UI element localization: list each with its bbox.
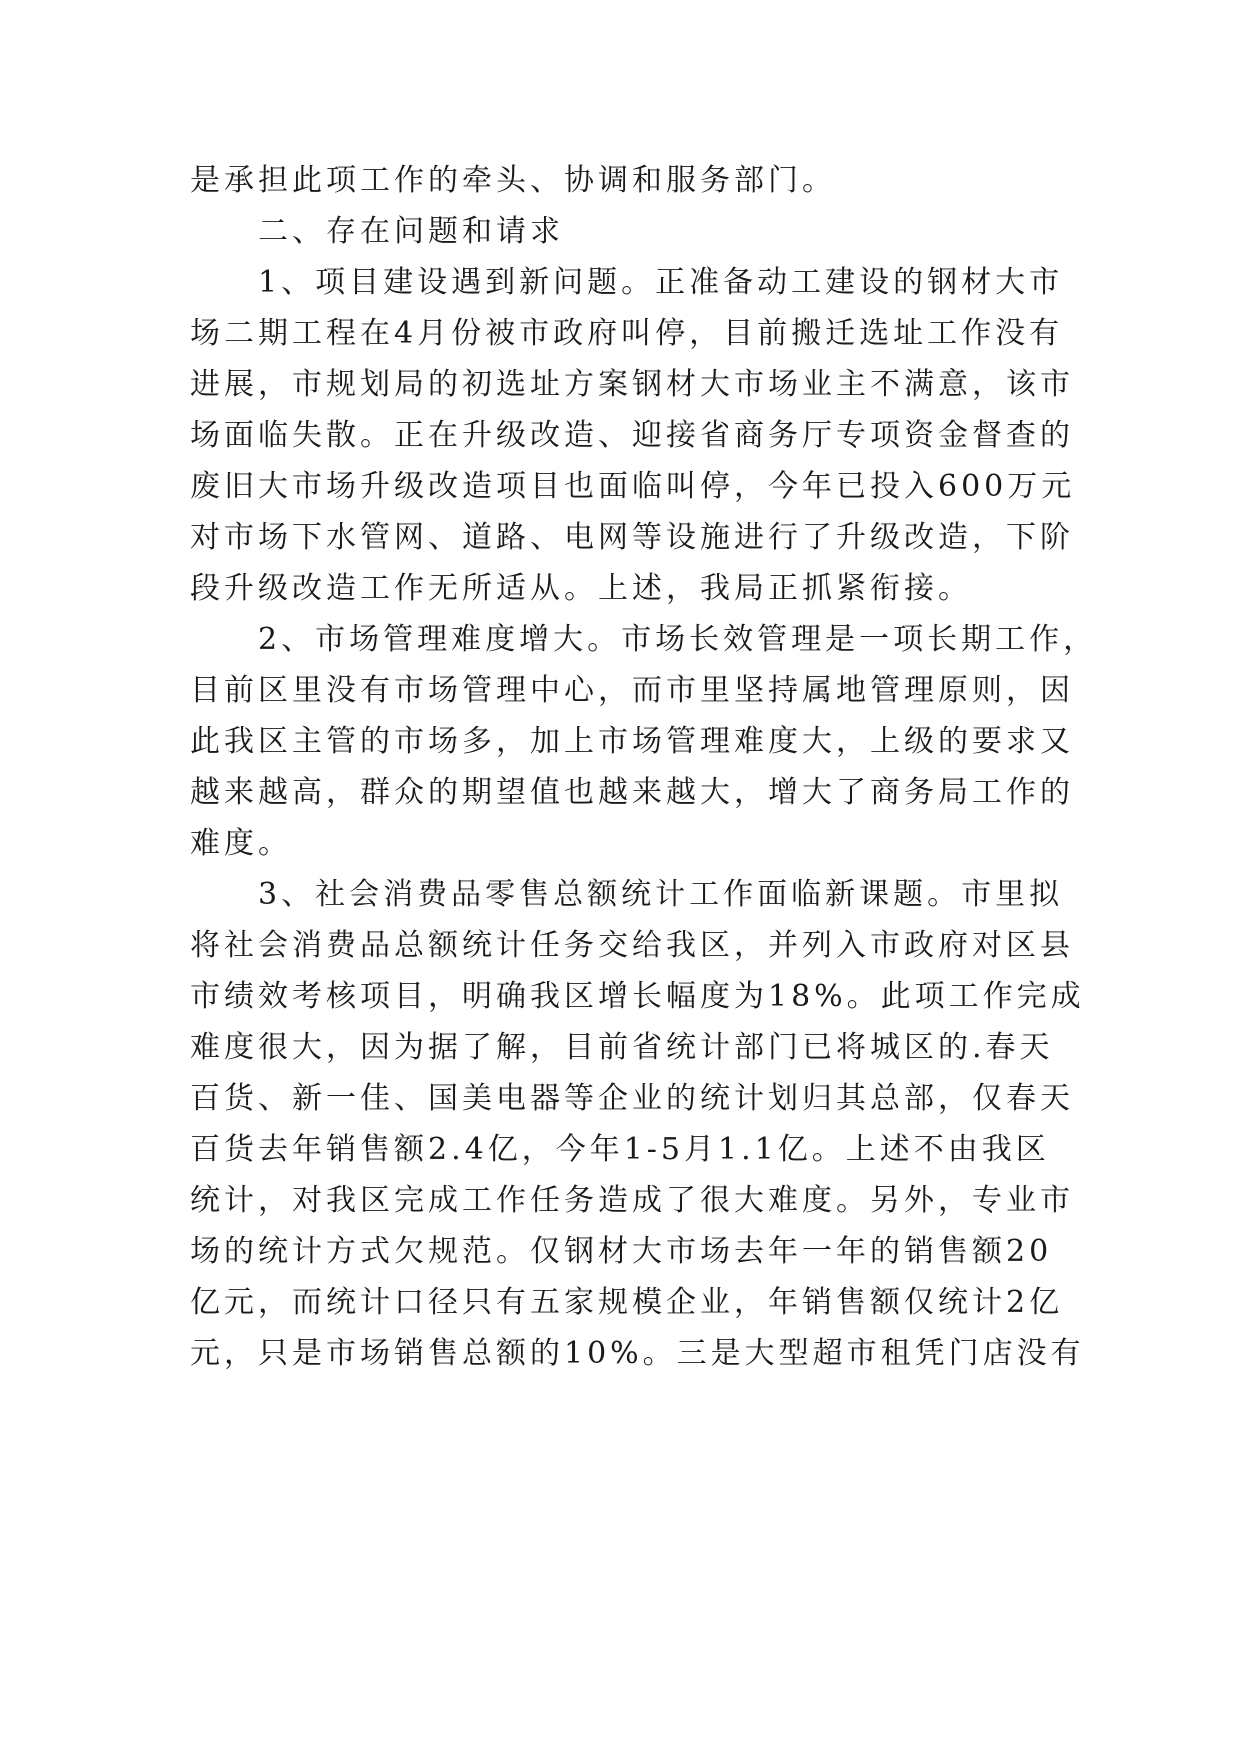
text-line: 难度很大，因为据了解，目前省统计部门已将城区的.春天 [190, 1030, 1054, 1065]
text-line: 2、市场管理难度增大。市场长效管理是一项长期工作， [190, 622, 1098, 657]
text-line: 对市场下水管网、道路、电网等设施进行了升级改造，下阶 [190, 520, 1074, 555]
text-line: 1、项目建设遇到新问题。正准备动工建设的钢材大市 [190, 265, 1064, 300]
text-line: 元，只是市场销售总额的10%。三是大型超市租凭门店没有 [190, 1336, 1085, 1371]
text-line: 是承担此项工作的牵头、协调和服务部门。 [190, 163, 836, 198]
text-line: 段升级改造工作无所适从。上述，我局正抓紧衔接。 [190, 571, 972, 606]
body-text [190, 155, 1098, 1379]
text-line: 场的统计方式欠规范。仅钢材大市场去年一年的销售额20 [190, 1234, 1053, 1269]
text-line: 百货去年销售额2.4亿，今年1-5月1.1亿。上述不由我区 [190, 1132, 1050, 1167]
section-heading: 二、存在问题和请求 [190, 214, 564, 249]
text-line: 难度。 [190, 826, 292, 861]
text-line: 市绩效考核项目，明确我区增长幅度为18%。此项工作完成 [190, 979, 1085, 1014]
text-line: 百货、新一佳、国美电器等企业的统计划归其总部，仅春天 [190, 1081, 1074, 1116]
text-line: 3、社会消费品零售总额统计工作面临新课题。市里拟 [190, 877, 1064, 912]
text-line: 场二期工程在4月份被市政府叫停，目前搬迁选址工作没有 [190, 316, 1064, 351]
text-line: 亿元，而统计口径只有五家规模企业，年销售额仅统计2亿 [190, 1285, 1064, 1320]
text-line: 场面临失散。正在升级改造、迎接省商务厅专项资金督查的 [190, 418, 1074, 453]
text-line: 统计，对我区完成工作任务造成了很大难度。另外，专业市 [190, 1183, 1074, 1218]
text-line: 目前区里没有市场管理中心，而市里坚持属地管理原则，因 [190, 673, 1074, 708]
text-line: 将社会消费品总额统计任务交给我区，并列入市政府对区县 [190, 928, 1074, 963]
text-line: 进展，市规划局的初选址方案钢材大市场业主不满意，该市 [190, 367, 1074, 402]
text-line: 废旧大市场升级改造项目也面临叫停，今年已投入600万元 [190, 469, 1076, 504]
text-line: 此我区主管的市场多，加上市场管理难度大，上级的要求又 [190, 724, 1074, 759]
text-line: 越来越高，群众的期望值也越来越大，增大了商务局工作的 [190, 775, 1074, 810]
